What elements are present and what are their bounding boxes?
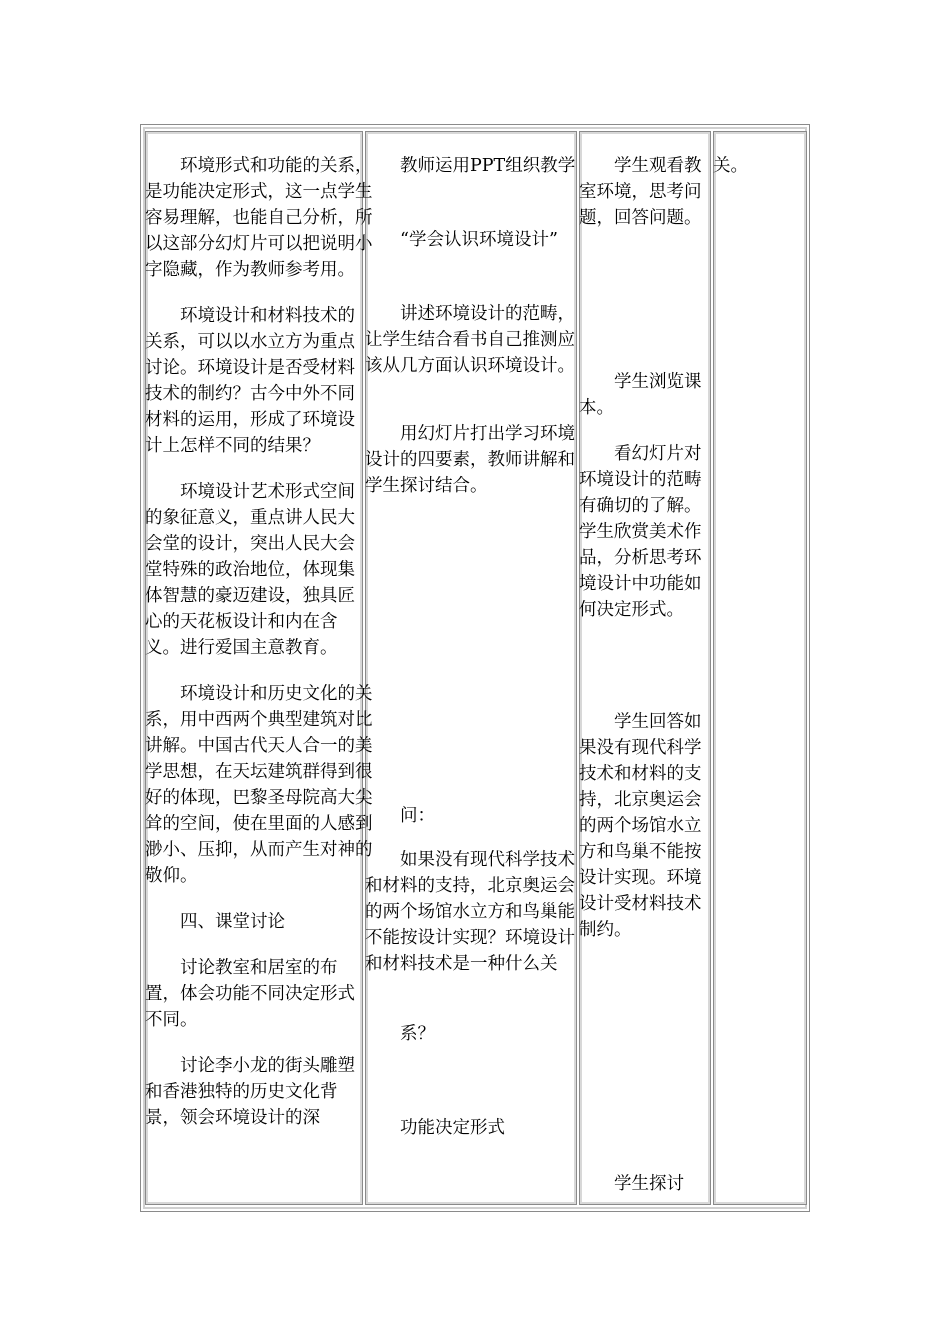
paragraph-symbolic-meaning: 环境设计艺术形式空间的象征意义，重点讲人民大会堂的设计，突出人民大会堂特殊的政治地位，体现集体智慧的豪迈建设，独具匠心的天花板设计和内在含义。进行爱国主意教育。 <box>145 482 355 658</box>
lesson-plan-table <box>140 124 810 1212</box>
question-text: 如果没有现代科学技术和材料的支持，北京奥运会的两个场馆水立方和鸟巢能不能按设计实现？环境设计和材料技术是一种什么关 <box>365 850 575 974</box>
student-discuss-note: 学生探讨 <box>579 1174 684 1194</box>
column-teaching-content <box>145 131 373 1205</box>
student-observe-note: 学生观看教室环境，思考问题，回答问题。 <box>579 156 702 228</box>
function-determines-form: 功能决定形式 <box>365 1118 505 1138</box>
teacher-scope-note: 讲述环境设计的范畴，让学生结合看书自己推测应该从几方面认识环境设计。 <box>365 304 575 376</box>
teacher-ppt-note: 教师运用PPT组织教学 <box>365 156 576 176</box>
paragraph-history-culture: 环境设计和历史文化的关系，用中西两个典型建筑对比讲解。中国古代天人合一的美学思想，在天坛建筑群得到很好的体现，巴黎圣母院高大尖耸的空间，使在里面的人感到渺小、压抑，从而产生对神的敬仰。 <box>145 684 373 886</box>
question-label: 问： <box>365 806 435 826</box>
teacher-four-elements-note: 用幻灯片打出学习环境设计的四要素，教师讲解和学生探讨结合。 <box>365 424 575 496</box>
section-heading-class-discussion: 四、课堂讨论 <box>145 912 285 932</box>
paragraph-discuss-classroom: 讨论教室和居室的布置，体会功能不同决定形式不同。 <box>145 958 355 1030</box>
paragraph-discuss-bruce-lee: 讨论李小龙的街头雕塑和香港独特的历史文化背景，领会环境设计的深 <box>145 1056 355 1128</box>
paragraph-material-technology: 环境设计和材料技术的关系，可以以水立方为重点讨论。环境设计是否受材料技术的制约？古今中外不同材料的运用，形成了环境设计上怎样不同的结果？ <box>145 306 355 456</box>
student-browse-note: 学生浏览课本。 <box>579 372 702 418</box>
question-continuation: 系？ <box>365 1024 435 1044</box>
student-answer-note: 学生回答如果没有现代科学技术和材料的支持，北京奥运会的两个场馆水立方和鸟巢不能按设计实现。环境设计受材料技术制约。 <box>579 712 702 940</box>
notes-text: 关。 <box>713 156 748 176</box>
paragraph-form-function: 环境形式和功能的关系，是功能决定形式，这一点学生容易理解，也能自己分析，所以这部分幻灯片可以把说明小字隐藏，作为教师参考用。 <box>145 156 373 280</box>
column-teacher-activity <box>365 131 577 1205</box>
lesson-title-quote: “学会认识环境设计” <box>365 230 558 250</box>
column-student-activity <box>579 131 711 1205</box>
column-notes <box>713 131 807 1205</box>
student-slides-note: 看幻灯片对环境设计的范畴有确切的了解。学生欣赏美术作品，分析思考环境设计中功能如何决定形式。 <box>579 444 702 620</box>
